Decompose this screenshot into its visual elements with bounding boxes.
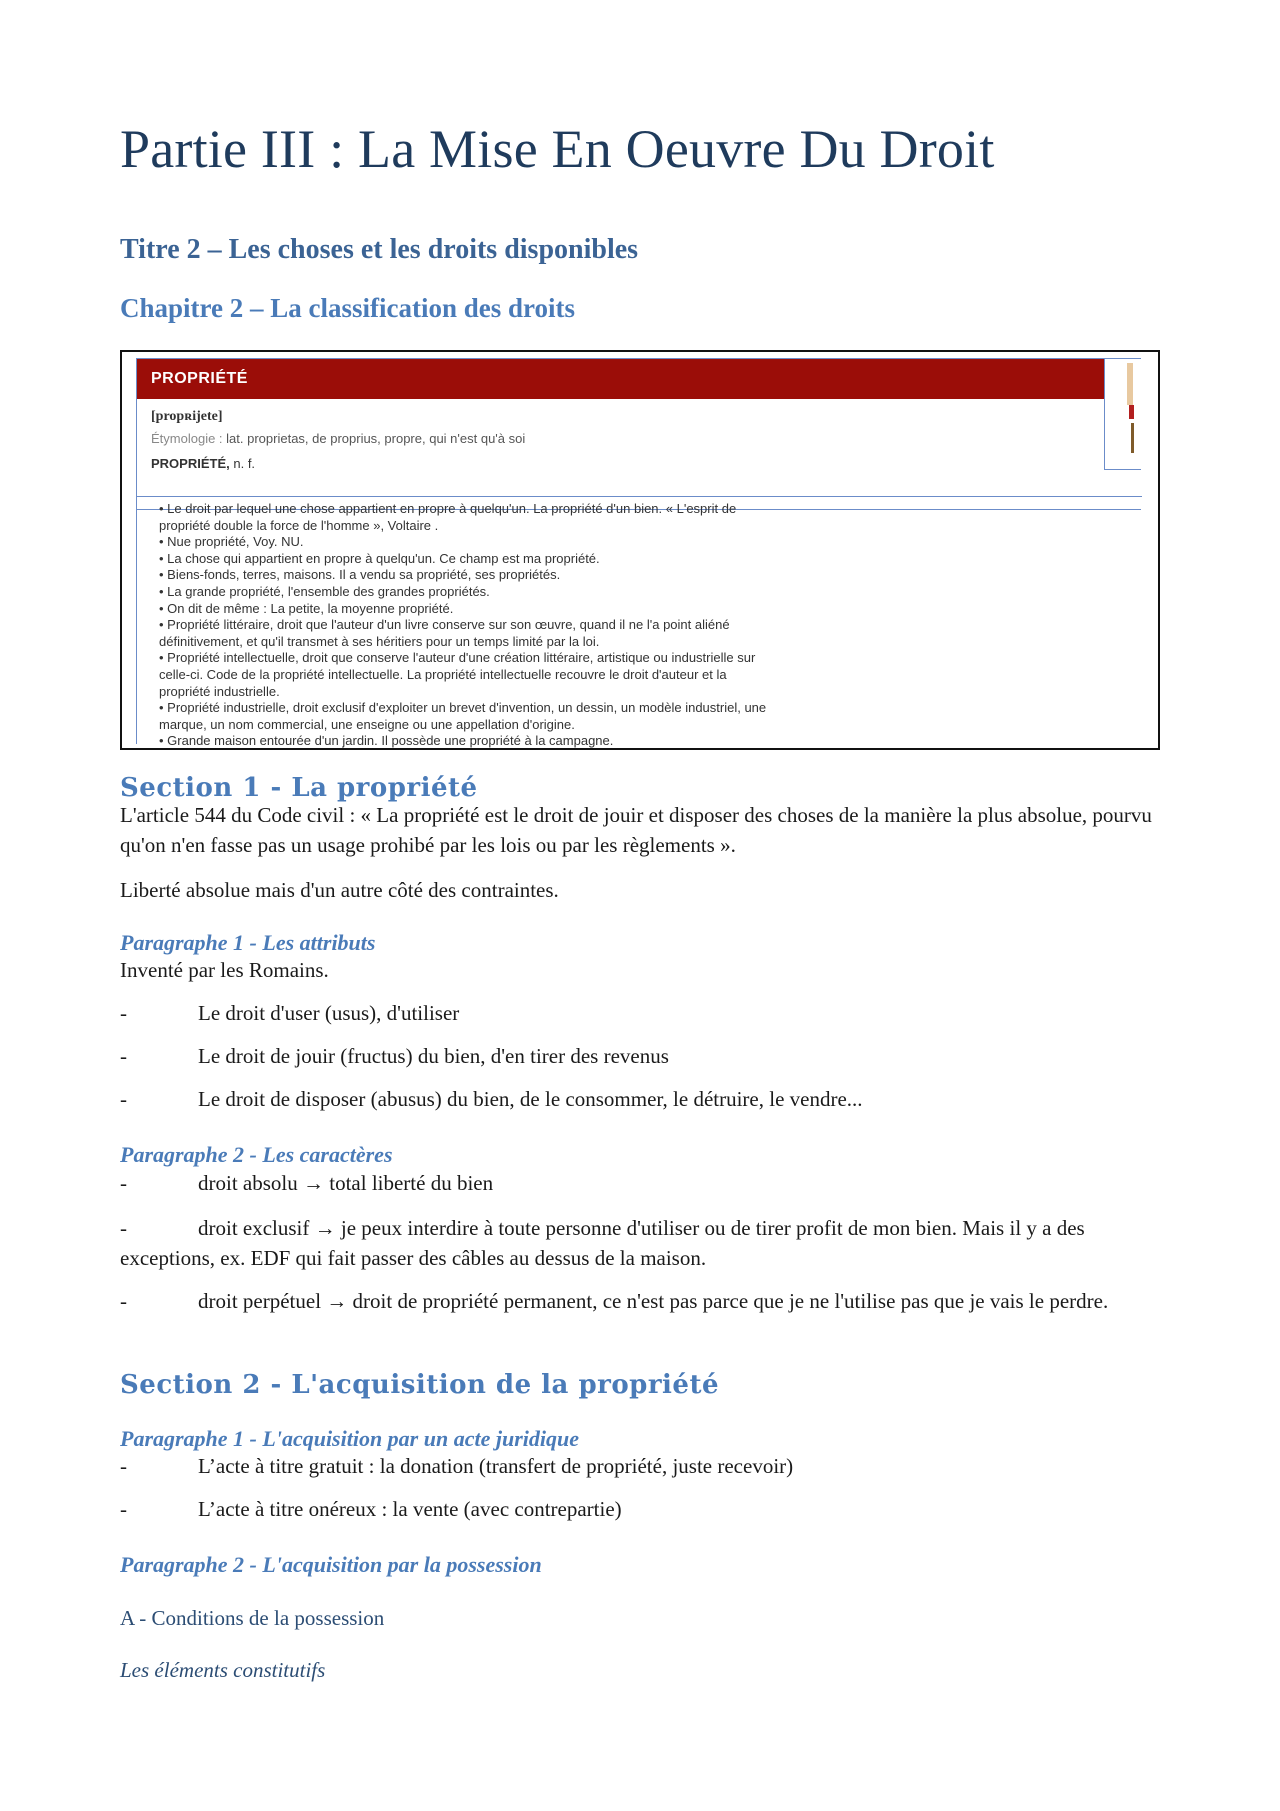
section-2-paragraph-2-heading: Paragraphe 2 - L'acquisition par la possession <box>120 1552 542 1577</box>
list-item: - droit perpétuel → droit de propriété permanent, ce n'est pas parce que je ne l'utilise pas que je vais le perdre. <box>120 1289 1109 1313</box>
attributs-intro: Inventé par les Romains. <box>120 958 329 982</box>
titre-heading: Titre 2 – Les choses et les droits disponibles <box>120 234 639 265</box>
dictionary-word: PROPRIÉTÉ <box>137 359 1141 399</box>
chapitre-heading: Chapitre 2 – La classification des droits <box>120 293 576 323</box>
section-1-heading: Section 1 - La propriété <box>120 773 478 803</box>
section-2-paragraph-1-heading: Paragraphe 1 - L'acquisition par un acte juridique <box>120 1426 579 1451</box>
side-decoration-2 <box>1129 405 1134 419</box>
dictionary-header-box <box>136 358 1141 510</box>
dictionary-definitions <box>136 496 1142 749</box>
side-decoration-1 <box>1127 363 1133 405</box>
definition-line: propriété industrielle. <box>159 683 280 699</box>
dictionary-etymology <box>137 431 1141 446</box>
dictionary-entry <box>137 456 1141 471</box>
definition-line: • Propriété intellectuelle, droit que conserve l'auteur d'une création littéraire, artistique ou industrielle sur <box>159 650 756 666</box>
list-item: - L’acte à titre gratuit : la donation (transfert de propriété, juste recevoir) <box>120 1454 794 1478</box>
partie-heading: Partie III : La Mise En Oeuvre Du Droit <box>120 119 995 179</box>
definition-line: • La chose qui appartient en propre à quelqu'un. Ce champ est ma propriété. <box>159 550 600 566</box>
definition-line: celle-ci. Code de la propriété intellectuelle. La propriété intellectuelle recouvre le droit d'auteur et la <box>159 666 727 682</box>
definition-line: • La grande propriété, l'ensemble des grandes propriétés. <box>159 583 490 599</box>
section-1-paragraph-1-heading: Paragraphe 1 - Les attributs <box>120 930 376 955</box>
definition-line: • Grande maison entourée d'un jardin. Il possède une propriété à la campagne. <box>159 733 614 749</box>
definition-line: définitivement, et qu'il transmet à ses héritiers pour un temps limité par la loi. <box>159 633 600 649</box>
list-item: - Le droit de disposer (abusus) du bien, de le consommer, le détruire, le vendre... <box>120 1087 863 1111</box>
dictionary-side-strip <box>1104 359 1141 470</box>
definition-line: • Le droit par lequel une chose appartient en propre à quelqu'un. La propriété d'un bien. « L'esprit de <box>159 501 737 516</box>
entry-pos: n. f. <box>229 456 256 471</box>
entry-word: PROPRIÉTÉ, <box>151 456 230 471</box>
list-item: - L’acte à titre onéreux : la vente (avec contrepartie) <box>120 1497 622 1521</box>
list-item: - Le droit de jouir (fructus) du bien, d'en tirer des revenus <box>120 1044 669 1068</box>
definition-line: • Biens-fonds, terres, maisons. Il a vendu sa propriété, ses propriétés. <box>159 567 561 583</box>
article-544-text: L'article 544 du Code civil : « La propriété est le droit de jouir et disposer des choses de la manière la plus absolue, pourvu qu'on n'en fasse pas un usage prohibé par les lois ou par les règlements ». <box>120 803 1152 857</box>
definition-line: • On dit de même : La petite, la moyenne propriété. <box>159 600 454 616</box>
list-item: - Le droit d'user (usus), d'utiliser <box>120 1001 460 1025</box>
definition-line: • Nue propriété, Voy. NU. <box>159 534 304 550</box>
etymology-label: Étymologie : <box>151 431 223 446</box>
elements-constitutifs-subheading: Les éléments constitutifs <box>120 1658 326 1682</box>
definition-line: • Propriété littéraire, droit que l'auteur d'un livre conserve sur son œuvre, quand il ne l'a point aliéné <box>159 617 730 633</box>
etymology-text: lat. proprietas, de proprius, propre, qui n'est qu'à soi <box>222 431 526 446</box>
dictionary-phonetic: [propʀijete] <box>151 409 223 424</box>
side-decoration-3 <box>1131 423 1134 453</box>
list-item: - droit absolu → total liberté du bien <box>120 1171 494 1195</box>
section-2-heading: Section 2 - L'acquisition de la propriété <box>120 1370 720 1400</box>
conditions-subheading: A - Conditions de la possession <box>120 1606 385 1630</box>
section-1-paragraph-2-heading: Paragraphe 2 - Les caractères <box>120 1142 393 1167</box>
liberte-text: Liberté absolue mais d'un autre côté des contraintes. <box>120 878 559 902</box>
definition-line: propriété double la force de l'homme », Voltaire . <box>159 517 439 533</box>
definition-line: marque, un nom commercial, une enseigne ou une appellation d'origine. <box>159 716 575 732</box>
definition-line: • Propriété industrielle, droit exclusif d'exploiter un brevet d'invention, un dessin, un modèle industriel, une <box>159 700 767 716</box>
dictionary-image <box>120 350 1160 750</box>
list-item: - droit exclusif → je peux interdire à toute personne d'utiliser ou de tirer profit de mon bien. Mais il y a des exceptions, ex. EDF qui fait passer des câbles au dessus de la maison. <box>120 1216 1085 1270</box>
